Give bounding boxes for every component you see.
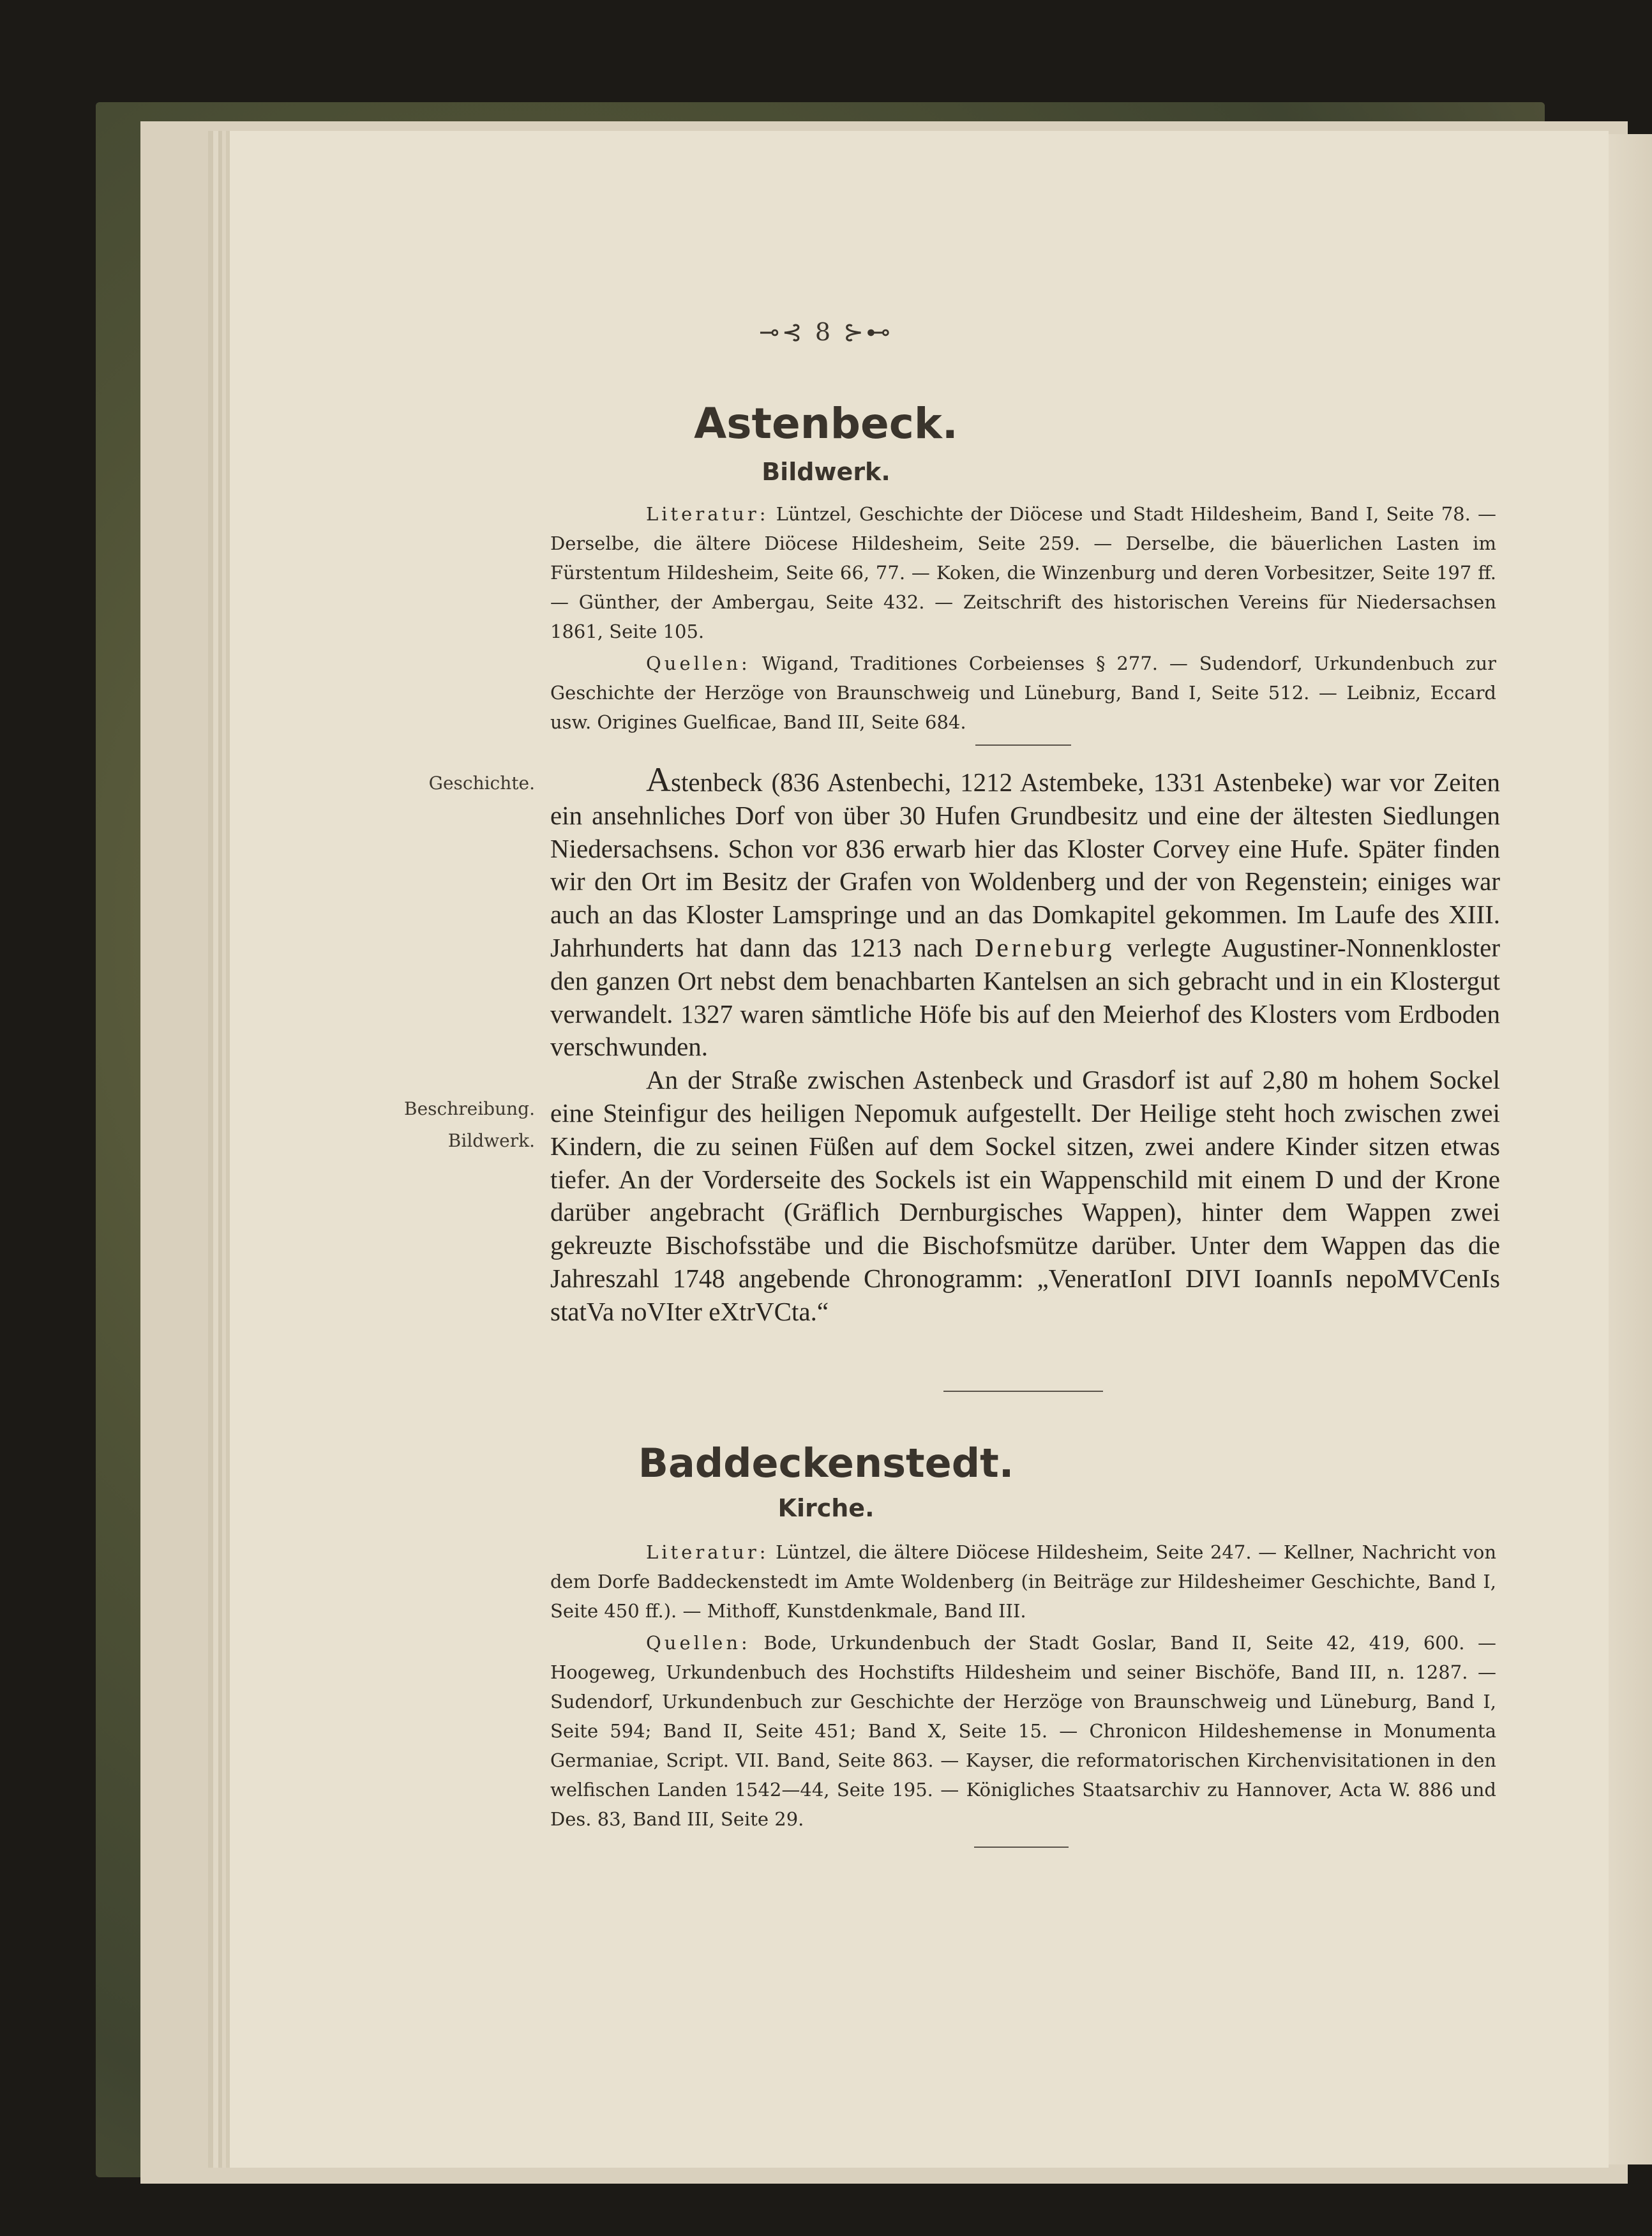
section-title: Astenbeck. (694, 399, 958, 448)
quellen-text: Bode, Urkundenbuch der Stadt Goslar, Band II, Seite 42, 419, 600. — Hoogeweg, Urkundenbuch des Hochstifts Hildesheim und seiner Bischöfe, Band III, n. 1287. — Sudendorf, Urkundenbuch zur Geschichte der Herzöge von Braunschweig und Lüneburg, Band I, Seite 594; Band II, Seite 451; Band X, Seite 15. — Chronicon Hildeshemense in Monumenta Germaniae, Script. VII. Band, Seite 863. — Kayser, die reformatorischen Kirchenvisitationen in den welfischen Landen 1542—44, Seite 195. — Königliches Staatsarchiv zu Hannover, Acta W. 886 und Des. 83, Band III, Seite 29. (550, 1632, 1496, 1830)
divider (943, 1391, 1103, 1392)
literatur-label: Literatur: (646, 1541, 769, 1563)
quellen-paragraph (550, 1628, 1496, 1834)
literatur-paragraph (550, 1537, 1496, 1626)
geschichte-paragraph: Astenbeck (836 Astenbechi, 1212 Astembeke, 1331 Astenbeke) war vor Zeiten ein ansehnliches Dorf von über 30 Hufen Grundbesitz und eine der ältesten Siedlungen Niedersachsens. Schon vor 836 erwarb hier das Kloster Corvey eine Hufe. Später finden wir den Ort im Besitz der Grafen von Woldenberg und der von Regenstein; einiges war auch an das Kloster Lamspringe und an das Domkapitel gekommen. Im Laufe des XIII. Jahrhunderts hat dann das 1213 nach Derneburg verlegte Augustiner-Nonnenkloster den ganzen Ort nebst dem benachbarten Kantelsen an sich gebracht und in ein Klostergut verwandelt. 1327 waren sämtliche Höfe bis auf den Meierhof des Klosters vom Erdboden verschwunden. (550, 760, 1500, 1062)
literatur-text: Lüntzel, Geschichte der Diöcese und Stadt Hildesheim, Band I, Seite 78. — Derselbe, die ältere Diöcese Hildesheim, Seite 259. — Derselbe, die bäuerlichen Lasten im Fürstentum Hildesheim, Seite 66, 77. — Koken, die Winzenburg und deren Vorbesitzer, Seite 197 ff. — Günther, der Ambergau, Seite 432. — Zeitschrift des historischen Vereins für Niedersachsen 1861, Seite 105. (550, 503, 1496, 642)
margin-note-bildwerk: Bildwerk. (447, 1130, 535, 1151)
quellen-text: Wigand, Traditiones Corbeienses § 277. — Sudendorf, Urkundenbuch zur Geschichte der Herzöge von Braunschweig und Lüneburg, Band I, Seite 512. — Leibniz, Eccard usw. Origines Guelficae, Band III, Seite 684. (550, 653, 1496, 733)
section-title: Baddeckenstedt. (638, 1440, 1014, 1486)
quellen-label: Quellen: (646, 653, 751, 674)
drop-cap: A (646, 760, 671, 799)
beschreibung-paragraph: An der Straße zwischen Astenbeck und Grasdorf ist auf 2,80 m hohem Sockel eine Steinfigur des heiligen Nepomuk aufgestellt. Der Heilige steht hoch zwischen zwei Kindern, die zu seinen Füßen auf dem Sockel sitzen, zwei andere Kinder sitzen etwas tiefer. An der Vorderseite des Sockels ist ein Wappenschild mit einem D und der Krone darüber angebracht (Gräflich Dernburgisches Wappen), hinter dem Wappen zwei gekreuzte Bischofsstäbe und die Bischofsmütze darüber. Unter dem Wappen das die Jahreszahl 1748 angebende Chronogramm: „VeneratIonI DIVI IoannIs nepoMVCenIs statVa noVIter eXtrVCta.“ (550, 1065, 1500, 1326)
divider (975, 744, 1071, 746)
literatur-text: Lüntzel, die ältere Diöcese Hildesheim, Seite 247. — Kellner, Nachricht von dem Dorfe Baddeckenstedt im Amte Woldenberg (in Beiträge zur Hildesheimer Geschichte, Band I, Seite 450 ff.). — Mithoff, Kunstdenkmale, Band III. (550, 1541, 1496, 1622)
spaced-name: Derneburg (975, 932, 1115, 962)
bibliography (550, 499, 1496, 739)
margin-note-geschichte: Geschichte. (428, 773, 535, 794)
margin-note-beschreibung: Beschreibung. (404, 1098, 535, 1119)
bibliography (550, 1537, 1496, 1836)
section-subtitle: Kirche. (777, 1494, 875, 1522)
quellen-paragraph (550, 649, 1496, 737)
literatur-label: Literatur: (646, 503, 769, 525)
section-subtitle: Bildwerk. (762, 458, 890, 486)
divider (974, 1847, 1069, 1848)
literatur-paragraph (550, 499, 1496, 646)
page-number: ⊸⊰ 8 ⊱⊷ (759, 318, 893, 346)
main-text (550, 760, 1500, 1329)
quellen-label: Quellen: (646, 1632, 751, 1654)
